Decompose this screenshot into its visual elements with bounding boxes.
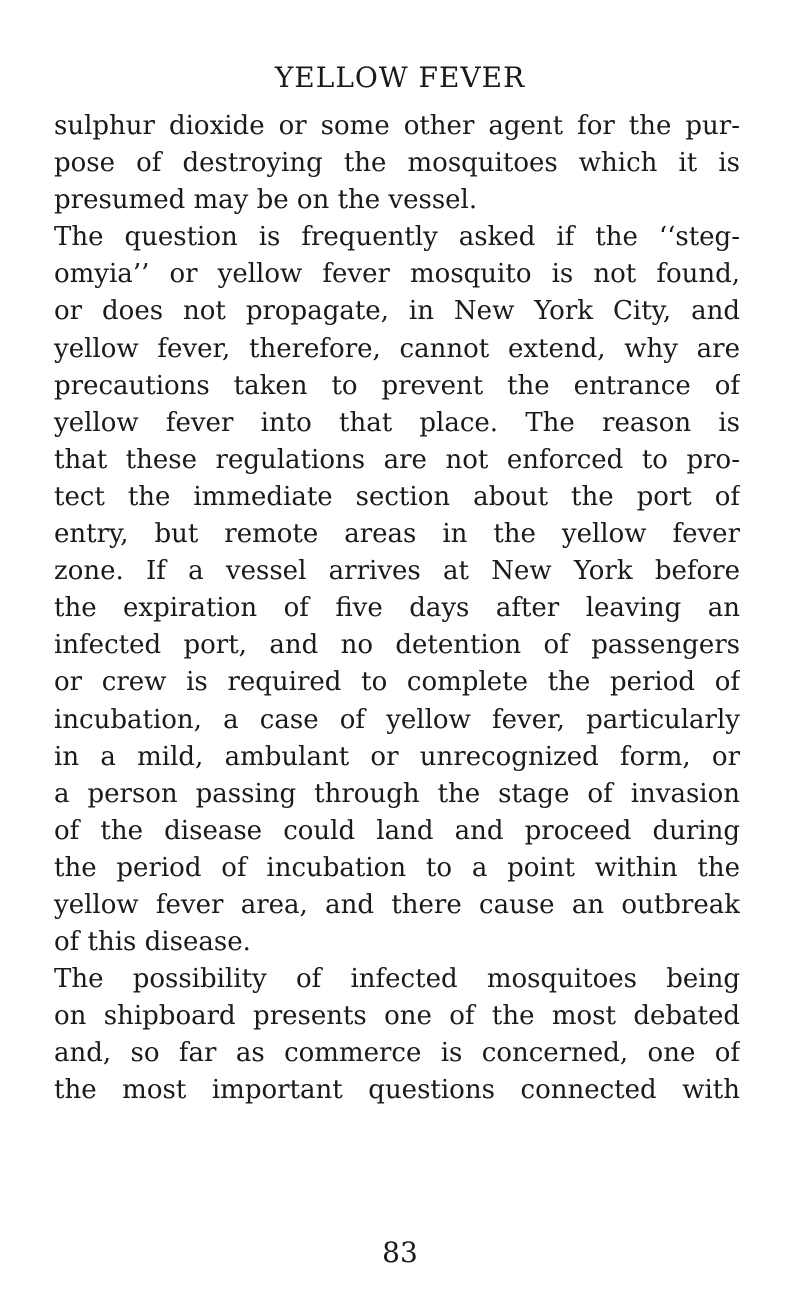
text-line: tect the immediate section about the port of bbox=[54, 481, 740, 512]
text-line: in a mild, ambulant or unrecognized form, or bbox=[54, 741, 740, 772]
text-line: incubation, a case of yellow fever, particularly bbox=[54, 704, 740, 735]
text-line: the most important questions connected with bbox=[54, 1075, 740, 1106]
text-line: pose of destroying the mosquitoes which it is bbox=[54, 148, 740, 179]
text-line: omyia’’ or yellow fever mosquito is not found, bbox=[54, 259, 740, 290]
text-line: or does not propagate, in New York City, and bbox=[54, 296, 740, 327]
text-line: yellow fever area, and there cause an outbreak bbox=[54, 889, 740, 920]
text-line: that these regulations are not enforced to pro- bbox=[54, 444, 740, 475]
text-line: and, so far as commerce is concerned, one of bbox=[54, 1038, 740, 1069]
text-line: a person passing through the stage of invasion bbox=[54, 778, 740, 809]
text-line: The possibility of infected mosquitoes being bbox=[54, 964, 740, 995]
page-number: 83 bbox=[382, 1236, 418, 1269]
running-head: YELLOW FEVER bbox=[274, 61, 526, 94]
text-line: infected port, and no detention of passengers bbox=[54, 630, 740, 661]
text-line: presumed may be on the vessel. bbox=[54, 185, 478, 216]
text-line: of the disease could land and proceed during bbox=[54, 815, 740, 846]
body-text bbox=[54, 108, 740, 1110]
text-line: The question is frequently asked if the ‘‘steg- bbox=[54, 222, 740, 253]
text-line: on shipboard presents one of the most debated bbox=[54, 1001, 740, 1032]
text-line: precautions taken to prevent the entrance of bbox=[54, 370, 740, 401]
text-line: of this disease. bbox=[54, 927, 251, 958]
text-line: the expiration of five days after leaving an bbox=[54, 593, 740, 624]
text-line: the period of incubation to a point within the bbox=[54, 852, 740, 883]
text-line: sulphur dioxide or some other agent for the pur- bbox=[54, 111, 740, 141]
text-line: entry, but remote areas in the yellow fever bbox=[54, 519, 740, 550]
text-line: yellow fever, therefore, cannot extend, why are bbox=[54, 333, 740, 364]
text-line: or crew is required to complete the period of bbox=[54, 667, 740, 698]
text-line: yellow fever into that place. The reason is bbox=[54, 407, 740, 438]
text-line: zone. If a vessel arrives at New York before bbox=[54, 556, 740, 587]
